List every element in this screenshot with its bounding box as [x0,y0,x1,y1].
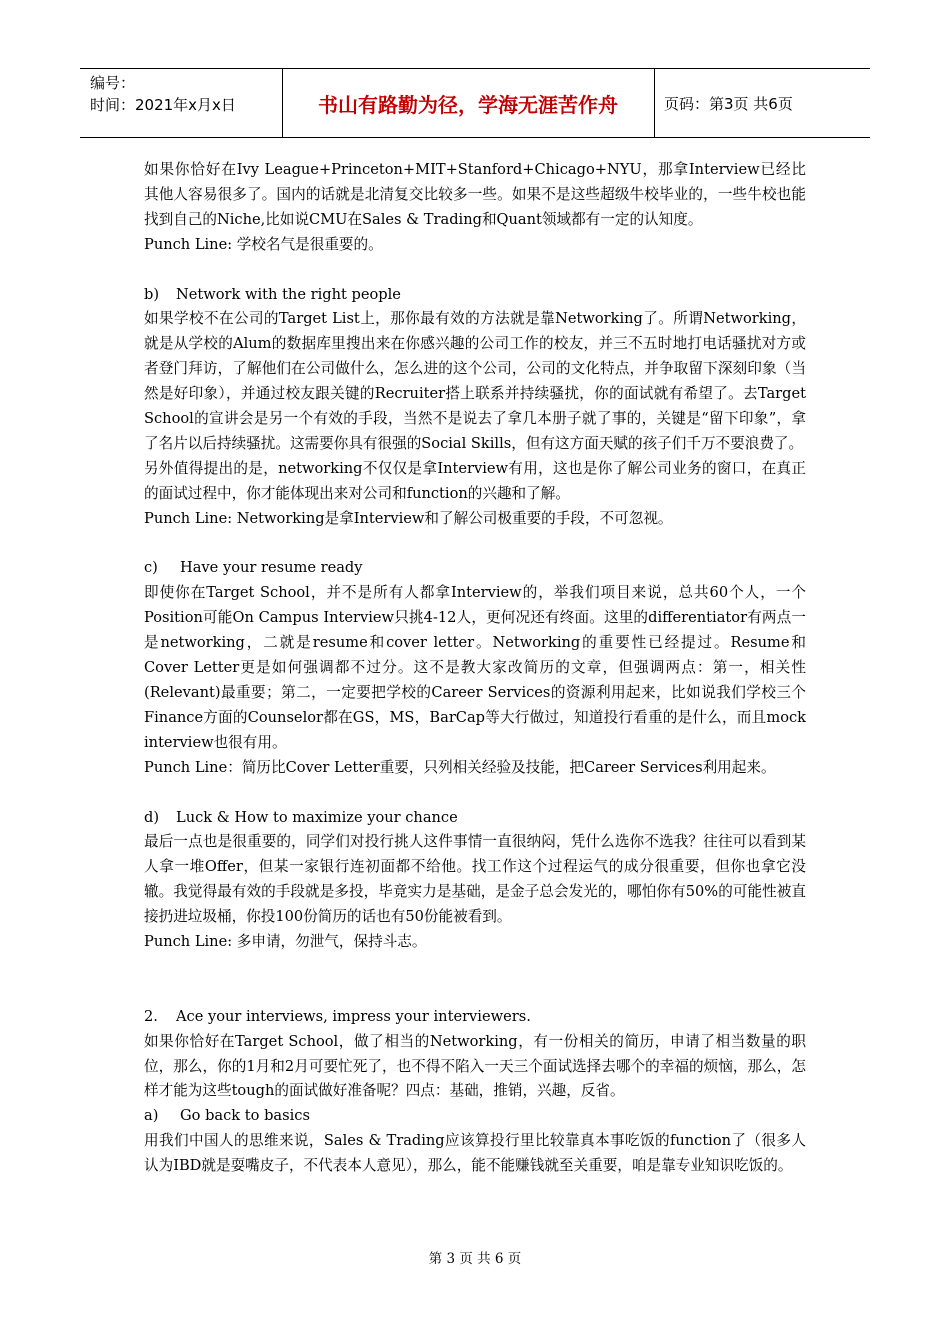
section-c-title: Have your resume ready [180,559,363,577]
page-header [80,68,870,138]
section-2-heading [144,1005,806,1030]
section-a-title: Go back to basics [180,1107,310,1125]
section-c-paragraph: 即使你在Target School，并不是所有人都拿Interview的，举我们项目来说，总共60个人，一个Position可能On Campus Interview只挑4-12人，更何况还有终面。这里的differentiator有两点一是networking，二就是resume和cover letter。Networking的重要性已经提过。Resume和Cover Letter更是如何强调都不过分。这不是教大家改简历的文章，但强调两点：第一，相关性(Relevant)最重要；第二，一定要把学校的Career Services的资源利用起来，比如说我们学校三个Finance方面的Counselor都在GS，MS，BarCap等大行做过，知道投行看重的是什么，而且mock interview也很有用。 [144,584,806,751]
header-motto: 书山有路勤为径，学海无涯苦作舟 [318,92,618,117]
page-footer: 第 3 页 共 6 页 [428,1251,522,1267]
section-b-title: Network with the right people [176,285,401,303]
section-a-number: a) [144,1107,159,1125]
section-2-paragraph: 如果你恰好在Target School，做了相当的Networking，有一份相关的简历，申请了相当数量的职位，那么，你的1月和2月可要忙死了，也不得不陷入一天三个面试选择去哪个的幸福的烦恼，那么，怎样才能为这些tough的面试做好准备呢？四点：基础，推销，兴趣，反省。 [144,1032,806,1100]
section-a-heading [144,1104,806,1129]
section-c-heading [144,556,806,581]
section-2-title: Ace your interviews, impress your interviewers. [176,1007,531,1025]
section-b-heading [144,283,806,308]
section-a-paragraph: 用我们中国人的思维来说，Sales & Trading应该算投行里比较靠真本事吃饭的function了（很多人认为IBD就是耍嘴皮子，不代表本人意见），那么，能不能赚钱就至关重要，咱是靠专业知识吃饭的。 [144,1132,806,1175]
section-b-number: b) [144,285,160,303]
section-b-paragraph: 如果学校不在公司的Target List上，那你最有效的方法就是靠Networking了。所谓Networking，就是从学校的Alum的数据库里搜出来在你感兴趣的公司工作的校友，并三不五时地打电话骚扰对方或者登门拜访，了解他们在公司做什么，怎么进的这个公司，公司的文化特点，并争取留下深刻印象（当然是好印象），并通过校友跟关键的Recruiter搭上联系并持续骚扰，你的面试就有希望了。去Target School的宣讲会是另一个有效的手段，当然不是说去了拿几本册子就了事的，关键是“留下印象”，拿了名片以后持续骚扰。这需要你具有很强的Social Skills，但有这方面天赋的孩子们千万不要浪费了。 [144,310,806,452]
header-meta [90,73,280,115]
document-body [144,158,806,1179]
section-d-heading [144,806,806,831]
section-d-paragraph: 最后一点也是很重要的，同学们对投行挑人这件事情一直很纳闷，凭什么选你不选我？往往可以看到某人拿一堆Offer，但某一家银行连初面都不给他。找工作这个过程运气的成分很重要，但你也拿它没辙。我觉得最有效的手段就是多投，毕竟实力是基础，是金子总会发光的，哪怕你有50%的可能性被直接扔进垃圾桶，你投100份简历的话也有50份能被看到。 [144,833,806,926]
section-d-number: d) [144,808,160,826]
header-page-label: 页码：第3页 共6页 [664,94,793,113]
section-b-paragraph-2: 另外值得提出的是，networking不仅仅是拿Interview有用，这也是你了解公司业务的窗口，在真正的面试过程中，你才能体现出来对公司和function的兴趣和了解。 [144,459,806,502]
intro-paragraph: 如果你恰好在Ivy League+Princeton+MIT+Stanford+Chicago+NYU，那拿Interview已经比其他人容易很多了。国内的话就是北清复交比较多一些。如果不是这些超级牛校毕业的，一些牛校也能找到自己的Niche,比如说CMU在Sales & Trading和Quant领域都有一定的认知度。 [144,161,806,228]
section-c-punch-line: Punch Line：简历比Cover Letter重要，只列相关经验及技能，把Career Services利用起来。 [144,758,776,776]
header-number-label: 编号： [90,74,136,92]
section-2-number: 2. [144,1007,158,1025]
header-time-label: 时间：2021年x月x日 [90,96,236,114]
section-d-title: Luck & How to maximize your chance [176,808,458,826]
section-d-punch-line: Punch Line: 多申请，勿泄气，保持斗志。 [144,933,427,951]
section-c-number: c) [144,559,158,577]
header-divider [654,69,655,137]
section-b-punch-line: Punch Line: Networking是拿Interview和了解公司极重要的手段，不可忽视。 [144,509,673,527]
intro-punch-line: Punch Line: 学校名气是很重要的。 [144,235,383,253]
